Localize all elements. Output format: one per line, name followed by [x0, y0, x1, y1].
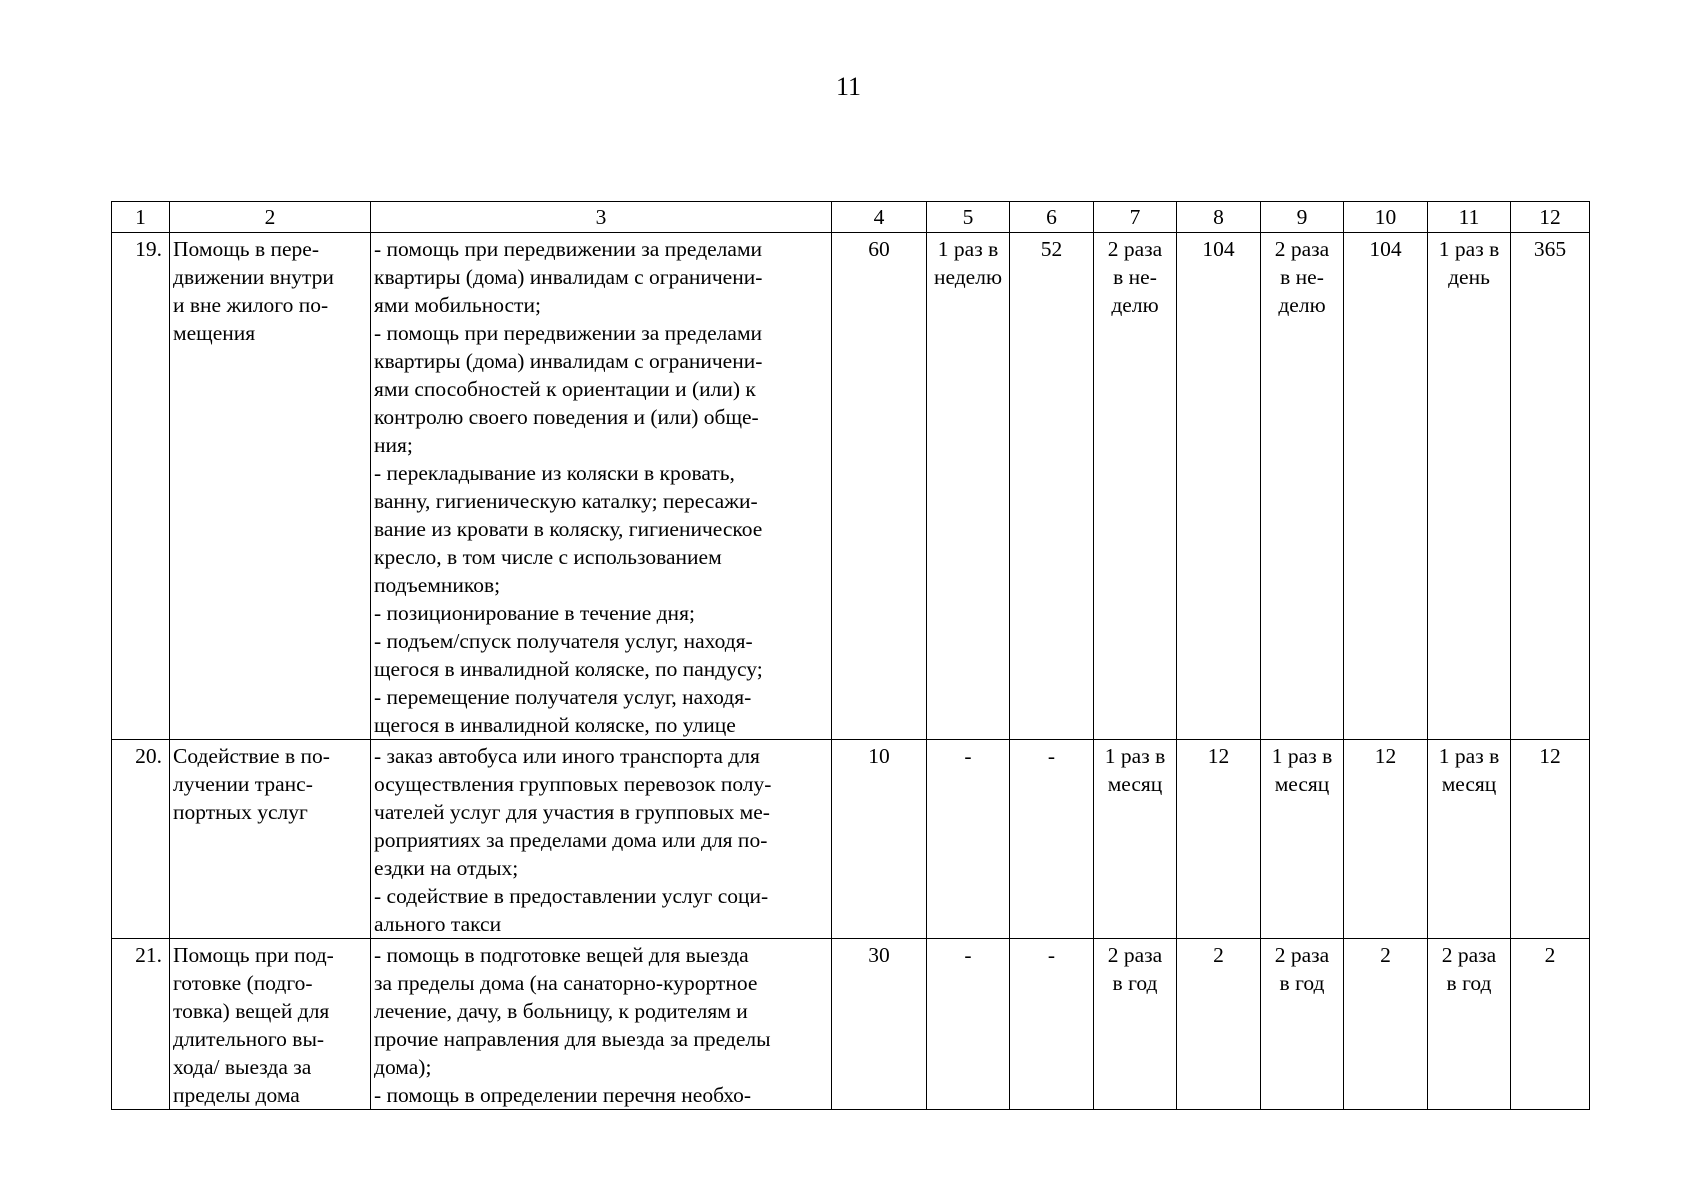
- text-line: месяц: [1441, 772, 1497, 796]
- cell-col-7: [1094, 939, 1177, 1110]
- cell-col-6: [1010, 740, 1094, 939]
- text-line: мещения: [173, 321, 256, 345]
- text-line: -: [1047, 943, 1056, 967]
- text-line: лучении транс-: [173, 772, 313, 796]
- text-line: кресло, в том числе с использованием: [374, 545, 722, 569]
- header-cell: 5: [927, 202, 1010, 233]
- cell-col-4: [832, 740, 927, 939]
- cell-col-6: [1010, 233, 1094, 740]
- text-line: - помощь в подготовке вещей для выезда: [374, 943, 749, 967]
- text-line: ездки на отдых;: [374, 856, 519, 880]
- service-description-cell: [371, 233, 832, 740]
- text-line: чателей услуг для участия в групповых ме-: [374, 800, 770, 824]
- text-line: 104: [1202, 237, 1235, 261]
- row-number-cell: 19.: [112, 233, 170, 740]
- text-line: 12: [1374, 744, 1397, 768]
- cell-col-10: [1344, 740, 1428, 939]
- text-line: товка) вещей для: [173, 999, 330, 1023]
- table-header-row: [112, 202, 1590, 233]
- text-line: - содействие в предоставлении услуг соци-: [374, 884, 769, 908]
- text-line: в не-: [1113, 265, 1157, 289]
- text-line: вание из кровати в коляску, гигиеническое: [374, 517, 763, 541]
- text-line: в год: [1279, 971, 1325, 995]
- text-line: Помощь при под-: [173, 943, 334, 967]
- text-line: -: [1047, 744, 1056, 768]
- cell-col-10: [1344, 939, 1428, 1110]
- cell-col-12: [1511, 233, 1590, 740]
- cell-col-6: [1010, 939, 1094, 1110]
- header-cell: 2: [170, 202, 371, 233]
- cell-col-7: [1094, 740, 1177, 939]
- service-name-cell: [170, 740, 371, 939]
- cell-col-10: [1344, 233, 1428, 740]
- text-line: 2: [1544, 943, 1556, 967]
- text-line: - подъем/спуск получателя услуг, находя-: [374, 629, 753, 653]
- page-number: 11: [835, 72, 862, 101]
- header-cell: 7: [1094, 202, 1177, 233]
- text-line: -: [964, 943, 972, 967]
- text-line: - перемещение получателя услуг, находя-: [374, 685, 752, 709]
- header-cell: 6: [1010, 202, 1094, 233]
- text-line: роприятиях за пределами дома или для по-: [374, 828, 768, 852]
- service-description-cell: [371, 939, 832, 1110]
- text-line: в год: [1446, 971, 1492, 995]
- text-line: 1 раз в: [1438, 237, 1500, 261]
- service-description-cell: [371, 740, 832, 939]
- cell-col-5: [927, 740, 1010, 939]
- cell-col-12: [1511, 740, 1590, 939]
- text-line: в не-: [1280, 265, 1324, 289]
- text-line: пределы дома: [173, 1083, 300, 1107]
- text-line: прочие направления для выезда за пределы: [374, 1027, 771, 1051]
- text-line: квартиры (дома) инвалидам с ограничени-: [374, 349, 763, 373]
- text-line: 2 раза: [1107, 237, 1163, 261]
- text-line: день: [1448, 265, 1490, 289]
- text-line: в год: [1112, 971, 1158, 995]
- cell-col-8: [1177, 740, 1261, 939]
- cell-col-5: [927, 939, 1010, 1110]
- text-line: хода/ выезда за: [173, 1055, 312, 1079]
- text-line: лечение, дачу, в больницу, к родителям и: [374, 999, 748, 1023]
- text-line: за пределы дома (на санаторно-курортное: [374, 971, 758, 995]
- header-cell: 11: [1428, 202, 1511, 233]
- text-line: - помощь в определении перечня необхо-: [374, 1083, 752, 1107]
- text-line: 2: [1380, 943, 1391, 967]
- text-line: дома);: [374, 1055, 432, 1079]
- text-line: 1 раз в: [1438, 744, 1500, 768]
- text-line: - помощь при передвижении за пределами: [374, 237, 763, 261]
- text-line: месяц: [1107, 772, 1163, 796]
- text-line: Помощь в пере-: [173, 237, 319, 261]
- services-table: [111, 201, 1590, 1110]
- cell-col-7: [1094, 233, 1177, 740]
- text-line: портных услуг: [173, 800, 308, 824]
- text-line: - перекладывание из коляски в кровать,: [374, 461, 735, 485]
- text-line: - позиционирование в течение дня;: [374, 601, 695, 625]
- header-cell: 12: [1511, 202, 1590, 233]
- text-line: неделю: [933, 265, 1003, 289]
- text-line: 365: [1533, 237, 1567, 261]
- cell-col-9: [1261, 740, 1344, 939]
- text-line: длительного вы-: [173, 1027, 325, 1051]
- text-line: подъемников;: [374, 573, 501, 597]
- table-row: [112, 233, 1590, 740]
- text-line: 60: [868, 237, 890, 261]
- text-line: ния;: [374, 433, 413, 457]
- text-line: 1 раз в: [1104, 744, 1166, 768]
- header-cell: 9: [1261, 202, 1344, 233]
- header-cell: 4: [832, 202, 927, 233]
- text-line: ванну, гигиеническую каталку; пересажи-: [374, 489, 758, 513]
- cell-col-4: [832, 233, 927, 740]
- header-cell: 3: [371, 202, 832, 233]
- text-line: и вне жилого по-: [173, 293, 329, 317]
- text-line: 2 раза: [1107, 943, 1163, 967]
- text-line: щегося в инвалидной коляске, по улице: [374, 713, 736, 737]
- text-line: делю: [1278, 293, 1326, 317]
- text-line: 1 раз в: [1271, 744, 1333, 768]
- text-line: ями способностей к ориентации и (или) к: [374, 377, 756, 401]
- header-cell: 1: [112, 202, 170, 233]
- text-line: ального такси: [374, 912, 502, 936]
- table-row: [112, 740, 1590, 939]
- text-line: 12: [1207, 744, 1230, 768]
- text-line: 2: [1213, 943, 1224, 967]
- service-name-cell: [170, 233, 371, 740]
- text-line: 2 раза: [1274, 237, 1330, 261]
- text-line: 1 раз в: [937, 237, 999, 261]
- text-line: -: [964, 744, 972, 768]
- header-cell: 10: [1344, 202, 1428, 233]
- cell-col-11: [1428, 233, 1511, 740]
- text-line: осуществления групповых перевозок полу-: [374, 772, 772, 796]
- text-line: щегося в инвалидной коляске, по пандусу;: [374, 657, 763, 681]
- text-line: 104: [1369, 237, 1402, 261]
- text-line: контролю своего поведения и (или) обще-: [374, 405, 759, 429]
- cell-col-8: [1177, 233, 1261, 740]
- row-number-cell: 20.: [112, 740, 170, 939]
- text-line: 52: [1040, 237, 1063, 261]
- text-line: квартиры (дома) инвалидам с ограничени-: [374, 265, 763, 289]
- header-cell: 8: [1177, 202, 1261, 233]
- cell-col-11: [1428, 740, 1511, 939]
- text-line: - заказ автобуса или иного транспорта для: [374, 744, 760, 768]
- text-line: ями мобильности;: [374, 293, 541, 317]
- cell-col-11: [1428, 939, 1511, 1110]
- cell-col-4: [832, 939, 927, 1110]
- text-line: 10: [868, 744, 890, 768]
- text-line: 30: [868, 943, 890, 967]
- text-line: 12: [1539, 744, 1561, 768]
- row-number-cell: 21.: [112, 939, 170, 1110]
- text-line: готовке (подго-: [173, 971, 313, 995]
- text-line: делю: [1111, 293, 1159, 317]
- service-name-cell: [170, 939, 371, 1110]
- text-line: движении внутри: [173, 265, 334, 289]
- text-line: - помощь при передвижении за пределами: [374, 321, 763, 345]
- text-line: месяц: [1274, 772, 1330, 796]
- cell-col-9: [1261, 939, 1344, 1110]
- text-line: Содействие в по-: [173, 744, 330, 768]
- cell-col-12: [1511, 939, 1590, 1110]
- text-line: 2 раза: [1441, 943, 1497, 967]
- cell-col-9: [1261, 233, 1344, 740]
- cell-col-8: [1177, 939, 1261, 1110]
- cell-col-5: [927, 233, 1010, 740]
- text-line: 2 раза: [1274, 943, 1330, 967]
- table-row: [112, 939, 1590, 1110]
